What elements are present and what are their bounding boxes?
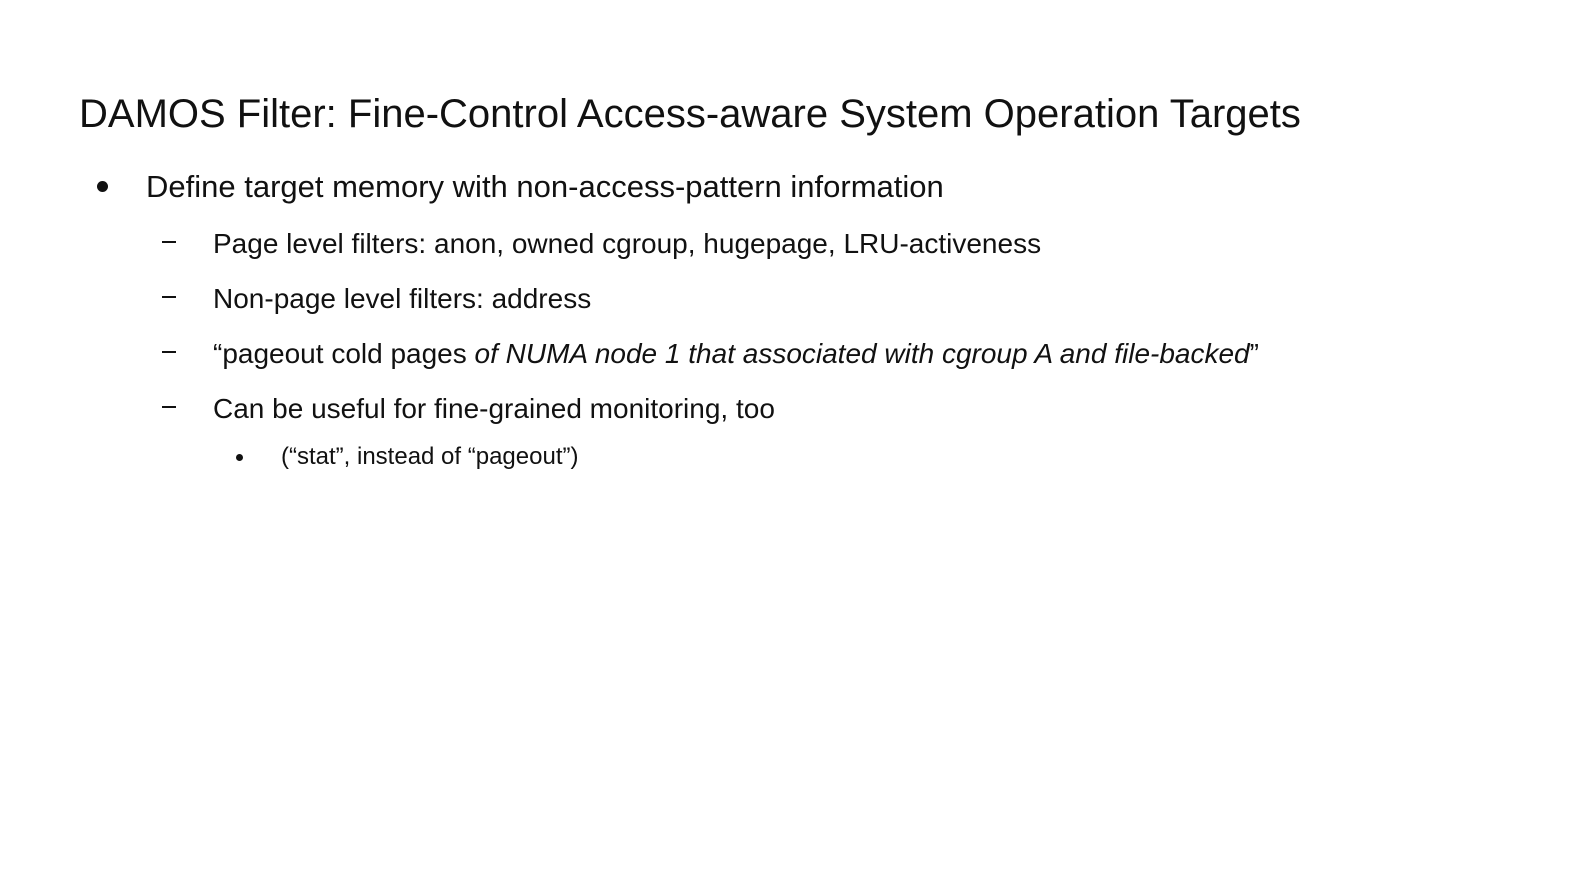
- bullet-text-prefix: “pageout cold pages: [213, 338, 475, 369]
- bullet-text-suffix: ”: [1249, 338, 1259, 369]
- bullet-text-italic: of NUMA node 1 that associated with cgroup A and file-backed: [474, 338, 1250, 369]
- dash-bullet-icon: [162, 296, 176, 298]
- bullet-item-level2: [0, 226, 1587, 262]
- bullet-item-level1: [0, 167, 1587, 207]
- dash-bullet-icon: [162, 406, 176, 408]
- bullet-text: [213, 336, 1259, 372]
- bullet-text: Page level filters: anon, owned cgroup, hugepage, LRU-activeness: [213, 228, 1042, 259]
- bullet-dot-icon: [97, 181, 108, 192]
- bullet-item-level2: [0, 391, 1587, 427]
- bullet-text: Can be useful for fine-grained monitoring, too: [213, 393, 775, 424]
- bullet-item-level3: [0, 441, 1587, 473]
- bullet-text: (“stat”, instead of “pageout”): [281, 443, 579, 470]
- dash-bullet-icon: [162, 241, 176, 243]
- small-bullet-icon: [236, 454, 243, 461]
- bullet-text: Non-page level filters: address: [213, 283, 592, 314]
- bullet-item-level2: [0, 336, 1587, 372]
- bullet-text: Define target memory with non-access-pattern information: [146, 169, 944, 204]
- slide-title: DAMOS Filter: Fine-Control Access-aware System Operation Targets: [79, 92, 1301, 136]
- bullet-item-level2: [0, 281, 1587, 317]
- dash-bullet-icon: [162, 351, 176, 353]
